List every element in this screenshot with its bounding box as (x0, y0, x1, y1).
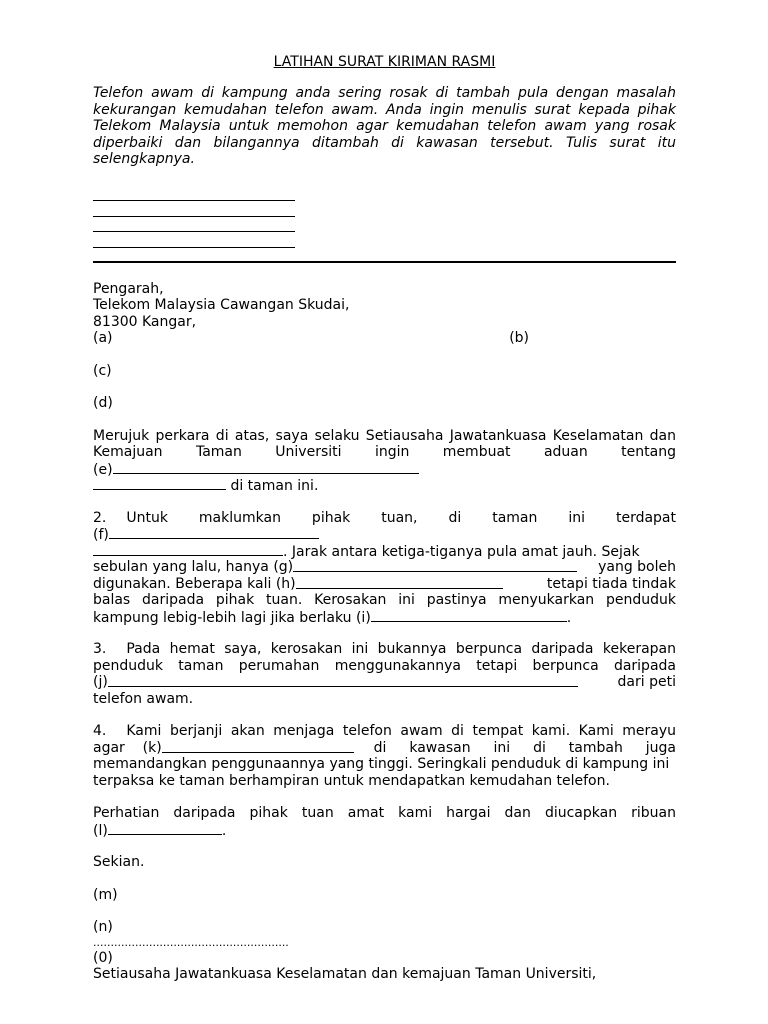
para2-line (93, 576, 676, 593)
para1-tail: di taman ini. (230, 478, 319, 494)
instructions-text: Telefon awam di kampung anda sering rosak di tambah pula dengan masalah kekurangan kemudahan telefon awam. Anda ingin menulis surat kepada pihak Telekom Malaysia untuk memohon agar kemudahan telefon awam yang rosak diperbaiki dan bilangannya ditambah di kawasan tersebut. Tulis surat itu selengkapnya. (93, 85, 676, 167)
label-h: (h) (275, 575, 296, 592)
para2-text: digunakan. Beberapa kali (93, 575, 272, 592)
para2-text: sebulan yang lalu, hanya (93, 559, 269, 575)
recipient-line: Telekom Malaysia Cawangan Skudai, (93, 297, 350, 313)
label-g: (g) (273, 559, 294, 575)
para3-line (93, 641, 676, 658)
label-k: (k) (142, 739, 162, 756)
recipient-address (93, 281, 676, 412)
para2-text: tetapi tiada tindak (546, 575, 676, 592)
para2-text: . (566, 609, 572, 626)
para2-line (93, 559, 676, 576)
blank-e-cont (93, 477, 226, 490)
blank-f (109, 526, 319, 539)
signature-title: Setiausaha Jawatankuasa Keselamatan dan kemajuan Taman Universiti, (93, 966, 597, 982)
label-n: (n) (93, 919, 113, 935)
label-a: (a) (93, 330, 113, 346)
para3-line (93, 674, 676, 691)
para4-text: Kami berjanji akan menjaga telefon awam di tempat kami. Kami merayu (126, 723, 676, 739)
para1-line: Merujuk perkara di atas, saya selaku Setiausaha Jawatankuasa Keselamatan dan (93, 427, 676, 444)
para2-text: Untuk maklumkan pihak tuan, di taman ini terdapat (126, 509, 676, 526)
closing-line: Perhatian daripada pihak tuan amat kami hargai dan diucapkan ribuan (93, 805, 676, 821)
closing-text: . (221, 822, 227, 839)
label-e: (e) (93, 461, 113, 478)
para3-text: dari peti (617, 674, 676, 690)
label-d: (d) (93, 395, 113, 411)
divider-rule (93, 261, 676, 263)
paragraph-3 (93, 641, 676, 707)
sekian-text: Sekian. (93, 854, 145, 870)
label-l: (l) (93, 822, 108, 839)
recipient-line: 81300 Kangar, (93, 313, 197, 330)
para2-text: yang boleh (598, 559, 676, 575)
paragraph-1 (93, 428, 676, 494)
label-c: (c) (93, 362, 112, 379)
blank-f-cont (93, 543, 283, 556)
para2-line (93, 609, 676, 626)
blank-e (113, 461, 419, 474)
para4-line: terpaksa ke taman berhampiran untuk mendapatkan kemudahan telefon. (93, 772, 610, 789)
sender-address-lines (93, 186, 676, 248)
label-m: (m) (93, 886, 118, 903)
blank-i (371, 609, 567, 622)
para3-number: 3. (93, 641, 107, 657)
para2-line (93, 510, 676, 527)
label-i: (i) (355, 609, 371, 626)
para4-text: di kawasan ini di tambah juga (373, 739, 676, 756)
blank-h (296, 576, 503, 589)
page-title: LATIHAN SURAT KIRIMAN RASMI (273, 54, 496, 70)
letter-page (93, 54, 676, 983)
para2-number: 2. (93, 509, 107, 526)
para3-line: telefon awam. (93, 690, 194, 707)
para1-line (93, 477, 676, 494)
closing-paragraph (93, 805, 676, 983)
address-blank-line (93, 201, 295, 217)
label-f: (f) (93, 527, 109, 543)
label-o: (0) (93, 949, 113, 966)
para4-line: memandangkan penggunaannya yang tinggi. Seringkali penduduk di kampung ini (93, 756, 670, 772)
para2-line: balas daripada pihak tuan. Kerosakan ini pastinya menyukarkan penduduk (93, 592, 676, 608)
blank-k (162, 740, 354, 753)
para3-line: penduduk taman perumahan menggunakannya tetapi berpunca daripada (93, 657, 676, 674)
para4-number: 4. (93, 723, 107, 739)
blank-l (108, 822, 222, 835)
paragraph-4 (93, 723, 676, 789)
label-j: (j) (93, 674, 108, 690)
para2-line (93, 526, 676, 543)
address-blank-line (93, 217, 295, 233)
para2-text: . Jarak antara ketiga-tiganya pula amat jauh. Sejak (283, 543, 640, 560)
closing-line (93, 822, 676, 839)
recipient-line: Pengarah, (93, 280, 164, 297)
para1-line (93, 461, 676, 478)
address-blank-line (93, 232, 295, 248)
paragraph-2 (93, 510, 676, 626)
para4-text: agar (93, 739, 125, 756)
para3-text: Pada hemat saya, kerosakan ini bukannya berpunca daripada kekerapan (126, 641, 676, 657)
label-b: (b) (509, 330, 529, 346)
para4-line (93, 740, 676, 757)
signature-dots: ........................................................ (93, 935, 289, 949)
address-blank-line (93, 186, 295, 202)
para4-line (93, 723, 676, 740)
label-row-ab (93, 330, 676, 347)
blank-g (293, 559, 577, 572)
para2-text: kampung lebig-lebih lagi jika berlaku (93, 609, 352, 626)
para2-line (93, 543, 676, 560)
blank-j (108, 674, 578, 687)
para1-line: Kemajuan Taman Universiti ingin membuat aduan tentang (93, 444, 676, 460)
